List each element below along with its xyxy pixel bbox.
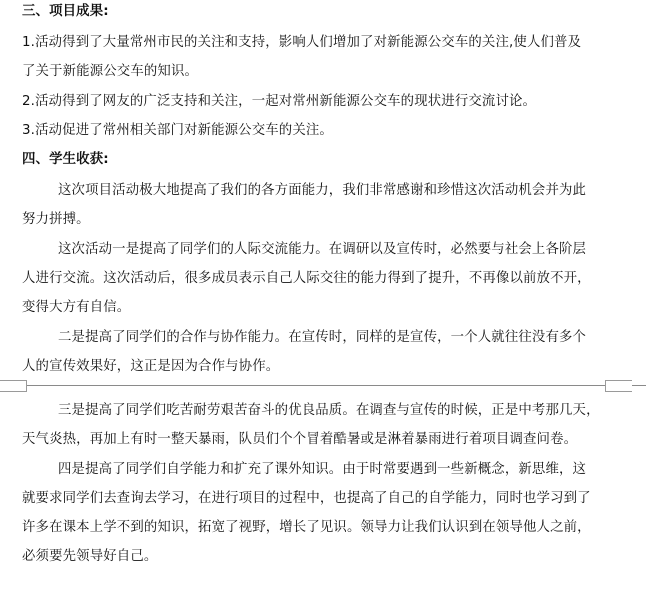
para3-line-1: 二是提高了同学们的合作与协作能力。在宣传时，同样的是宣传，一个人就往往没有多个: [58, 330, 587, 345]
section3-heading: 三、项目成果:: [22, 4, 109, 19]
para3-line-2: 人的宣传效果好，这正是因为合作与协作。: [22, 359, 280, 374]
para2-line-1: 这次活动一是提高了同学们的人际交流能力。在调研以及宣传时，必然要与社会上各阶层: [58, 242, 587, 257]
para1-line-2: 努力拼搏。: [22, 212, 90, 227]
section3-item-1-line-1: 1.活动得到了大量常州市民的关注和支持，影响人们增加了对新能源公交车的关注,使人们普及: [22, 35, 582, 50]
para4-line-2: 天气炎热，再加上有时一整天暴雨，队员们个个冒着酷暑或是淋着暴雨进行着项目调查问卷。: [22, 432, 578, 447]
para1-line-1: 这次项目活动极大地提高了我们的各方面能力，我们非常感谢和珍惜这次活动机会并为此: [58, 183, 587, 198]
para2-line-3: 变得大方有自信。: [22, 300, 131, 315]
section3-item-2: 2.活动得到了网友的广泛支持和关注，一起对常州新能源公交车的现状进行交流讨论。: [22, 94, 537, 109]
para5-line-3: 许多在课本上学不到的知识，拓宽了视野，增长了见识。领导力让我们认识到在领导他人之前，: [22, 520, 591, 535]
page-corner-right: [605, 380, 632, 392]
page-break-rule: [0, 385, 646, 386]
para2-line-2: 人进行交流。这次活动后，很多成员表示自己人际交往的能力得到了提升，不再像以前放不开，: [22, 271, 591, 286]
page-break-separator: [0, 378, 646, 392]
section4-heading: 四、学生收获:: [22, 152, 109, 167]
para5-line-2: 就要求同学们去查询去学习，在进行项目的过程中，也提高了自己的自学能力，同时也学习到了: [22, 491, 591, 506]
para5-line-1: 四是提高了同学们自学能力和扩充了课外知识。由于时常要遇到一些新概念，新思维，这: [58, 462, 587, 477]
section3-item-1-line-2: 了关于新能源公交车的知识。: [22, 64, 199, 79]
para5-line-4: 必须要先领导好自己。: [22, 549, 158, 564]
para4-line-1: 三是提高了同学们吃苦耐劳艰苦奋斗的优良品质。在调查与宣传的时候，正是中考那几天，: [58, 403, 600, 418]
section3-item-3: 3.活动促进了常州相关部门对新能源公交车的关注。: [22, 123, 333, 138]
page-corner-left: [0, 380, 27, 392]
